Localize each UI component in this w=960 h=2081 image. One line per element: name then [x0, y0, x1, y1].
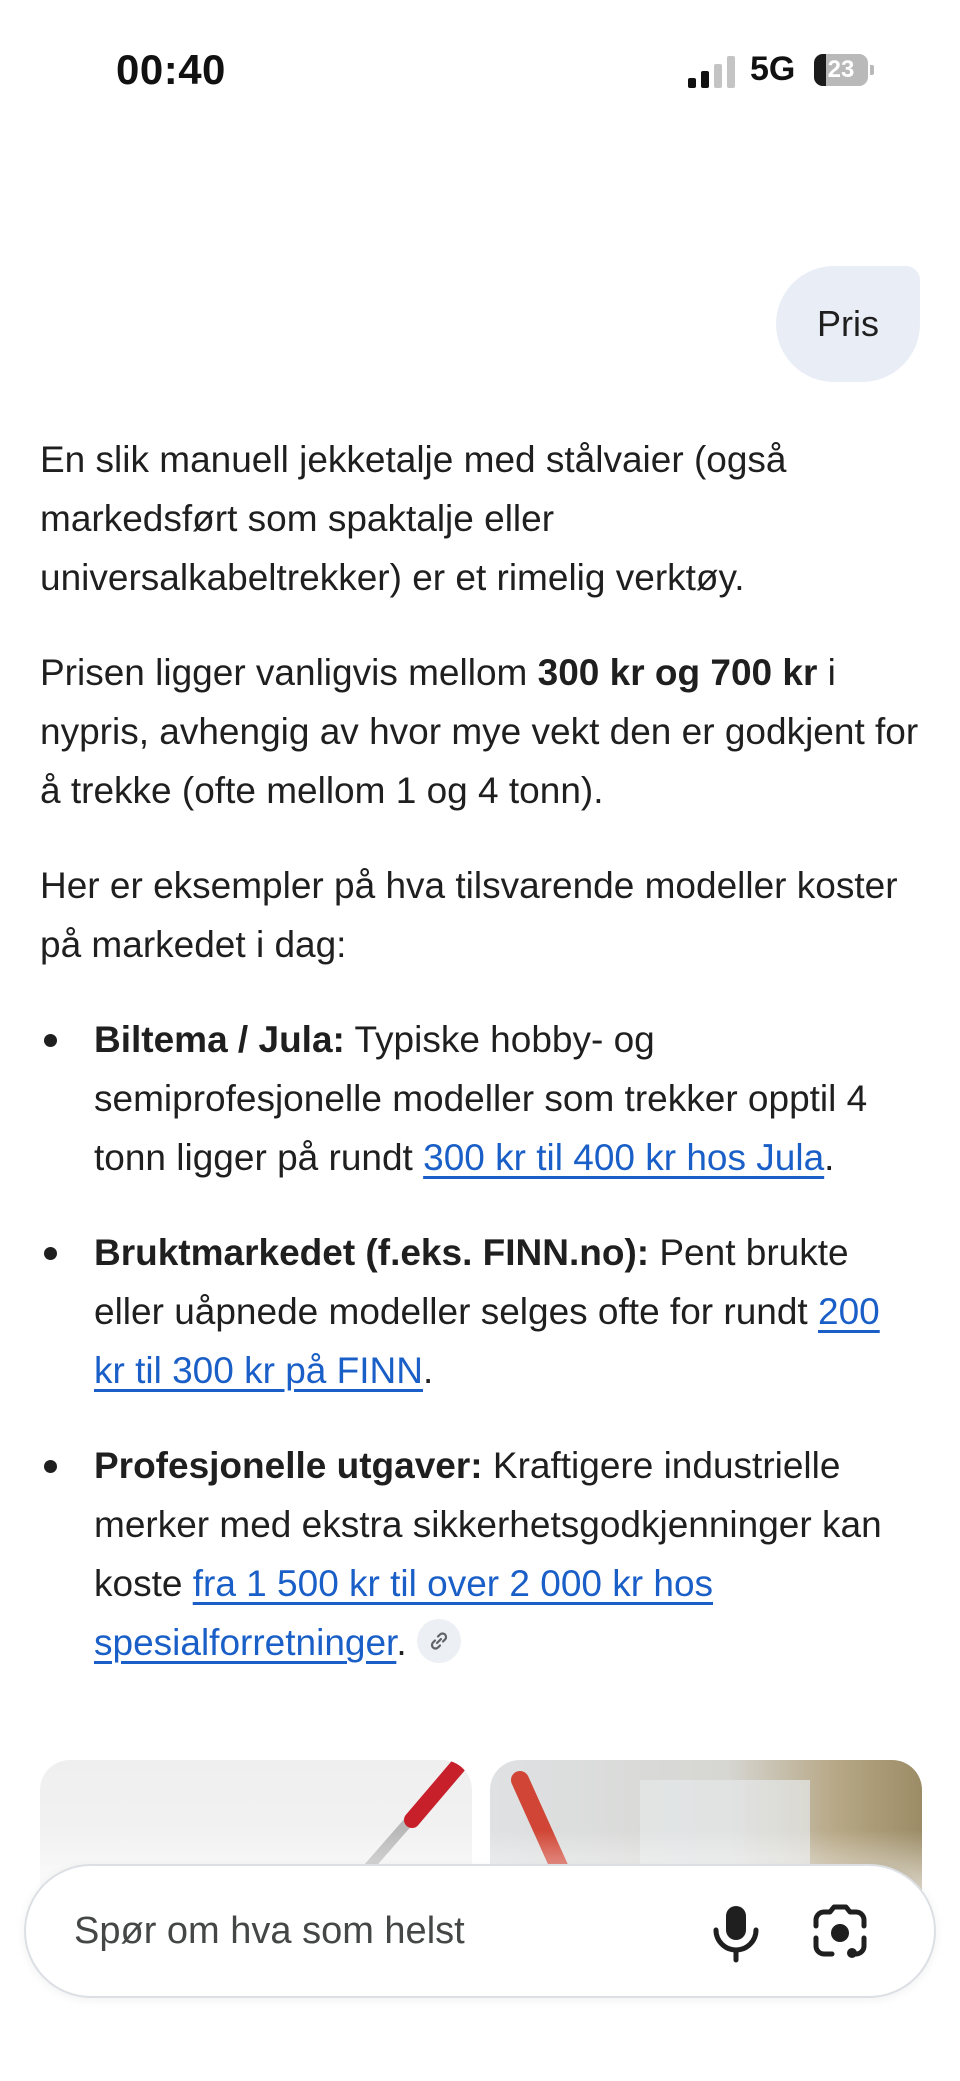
mic-icon[interactable]	[706, 1902, 766, 1964]
price-examples-list	[40, 1010, 920, 1672]
signal-icon	[688, 56, 736, 88]
battery-level: 23	[827, 56, 855, 83]
source-link-jula[interactable]: 300 kr til 400 kr hos Jula	[423, 1137, 825, 1178]
response-paragraph: Prisen ligger vanligvis mellom 300 kr og 700 kr i nypris, avhengig av hvor mye vekt den er godkjent for å trekke (ofte mellom 1 og 4 tonn).	[40, 652, 919, 811]
home-indicator	[320, 2056, 640, 2066]
prompt-input[interactable]	[74, 1866, 674, 1996]
user-message-bubble: Pris	[776, 266, 920, 382]
status-time: 00:40	[116, 46, 226, 93]
ai-response	[40, 430, 920, 1708]
bullet-label: Profesjonelle utgaver:	[94, 1445, 483, 1486]
prompt-input-bar	[24, 1864, 936, 1998]
list-item: Bruktmarkedet (f.eks. FINN.no): Pent brukte eller uåpnede modeller selges ofte for rundt 200 kr til 300 kr på FINN.	[40, 1223, 920, 1400]
battery-icon	[814, 54, 874, 86]
citation-button[interactable]	[417, 1619, 461, 1663]
source-link-specialty-stores[interactable]: fra 1 500 kr til over 2 000 kr hos spesialforretninger	[94, 1563, 714, 1663]
price-range-bold: 300 kr og 700 kr	[537, 652, 818, 693]
link-icon	[427, 1629, 451, 1653]
signal-bar	[727, 56, 735, 88]
list-item: Profesjonelle utgaver: Kraftigere industrielle merker med ekstra sikkerhetsgodkjenninger kan koste fra 1 500 kr til over 2 000 kr hos spesialforretninger.	[40, 1436, 920, 1672]
list-item: Biltema / Jula: Typiske hobby- og semiprofesjonelle modeller som trekker opptil 4 tonn ligger på rundt 300 kr til 400 kr hos Jula.	[40, 1010, 920, 1187]
status-bar	[0, 0, 960, 140]
signal-bar	[714, 64, 722, 88]
camera-search-icon[interactable]	[810, 1904, 870, 1962]
network-type: 5G	[750, 50, 796, 88]
source-link-finn[interactable]: 200 kr til 300 kr på FINN	[94, 1291, 880, 1391]
signal-bar	[701, 71, 709, 88]
response-paragraph: Her er eksempler på hva tilsvarende modeller koster på markedet i dag:	[40, 865, 898, 965]
response-paragraph: En slik manuell jekketalje med stålvaier (også markedsført som spaktalje eller universalkabeltrekker) er et rimelig verktøy.	[40, 439, 787, 598]
signal-bar	[688, 78, 696, 88]
bullet-label: Biltema / Jula:	[94, 1019, 345, 1060]
bullet-label: Bruktmarkedet (f.eks. FINN.no):	[94, 1232, 650, 1273]
